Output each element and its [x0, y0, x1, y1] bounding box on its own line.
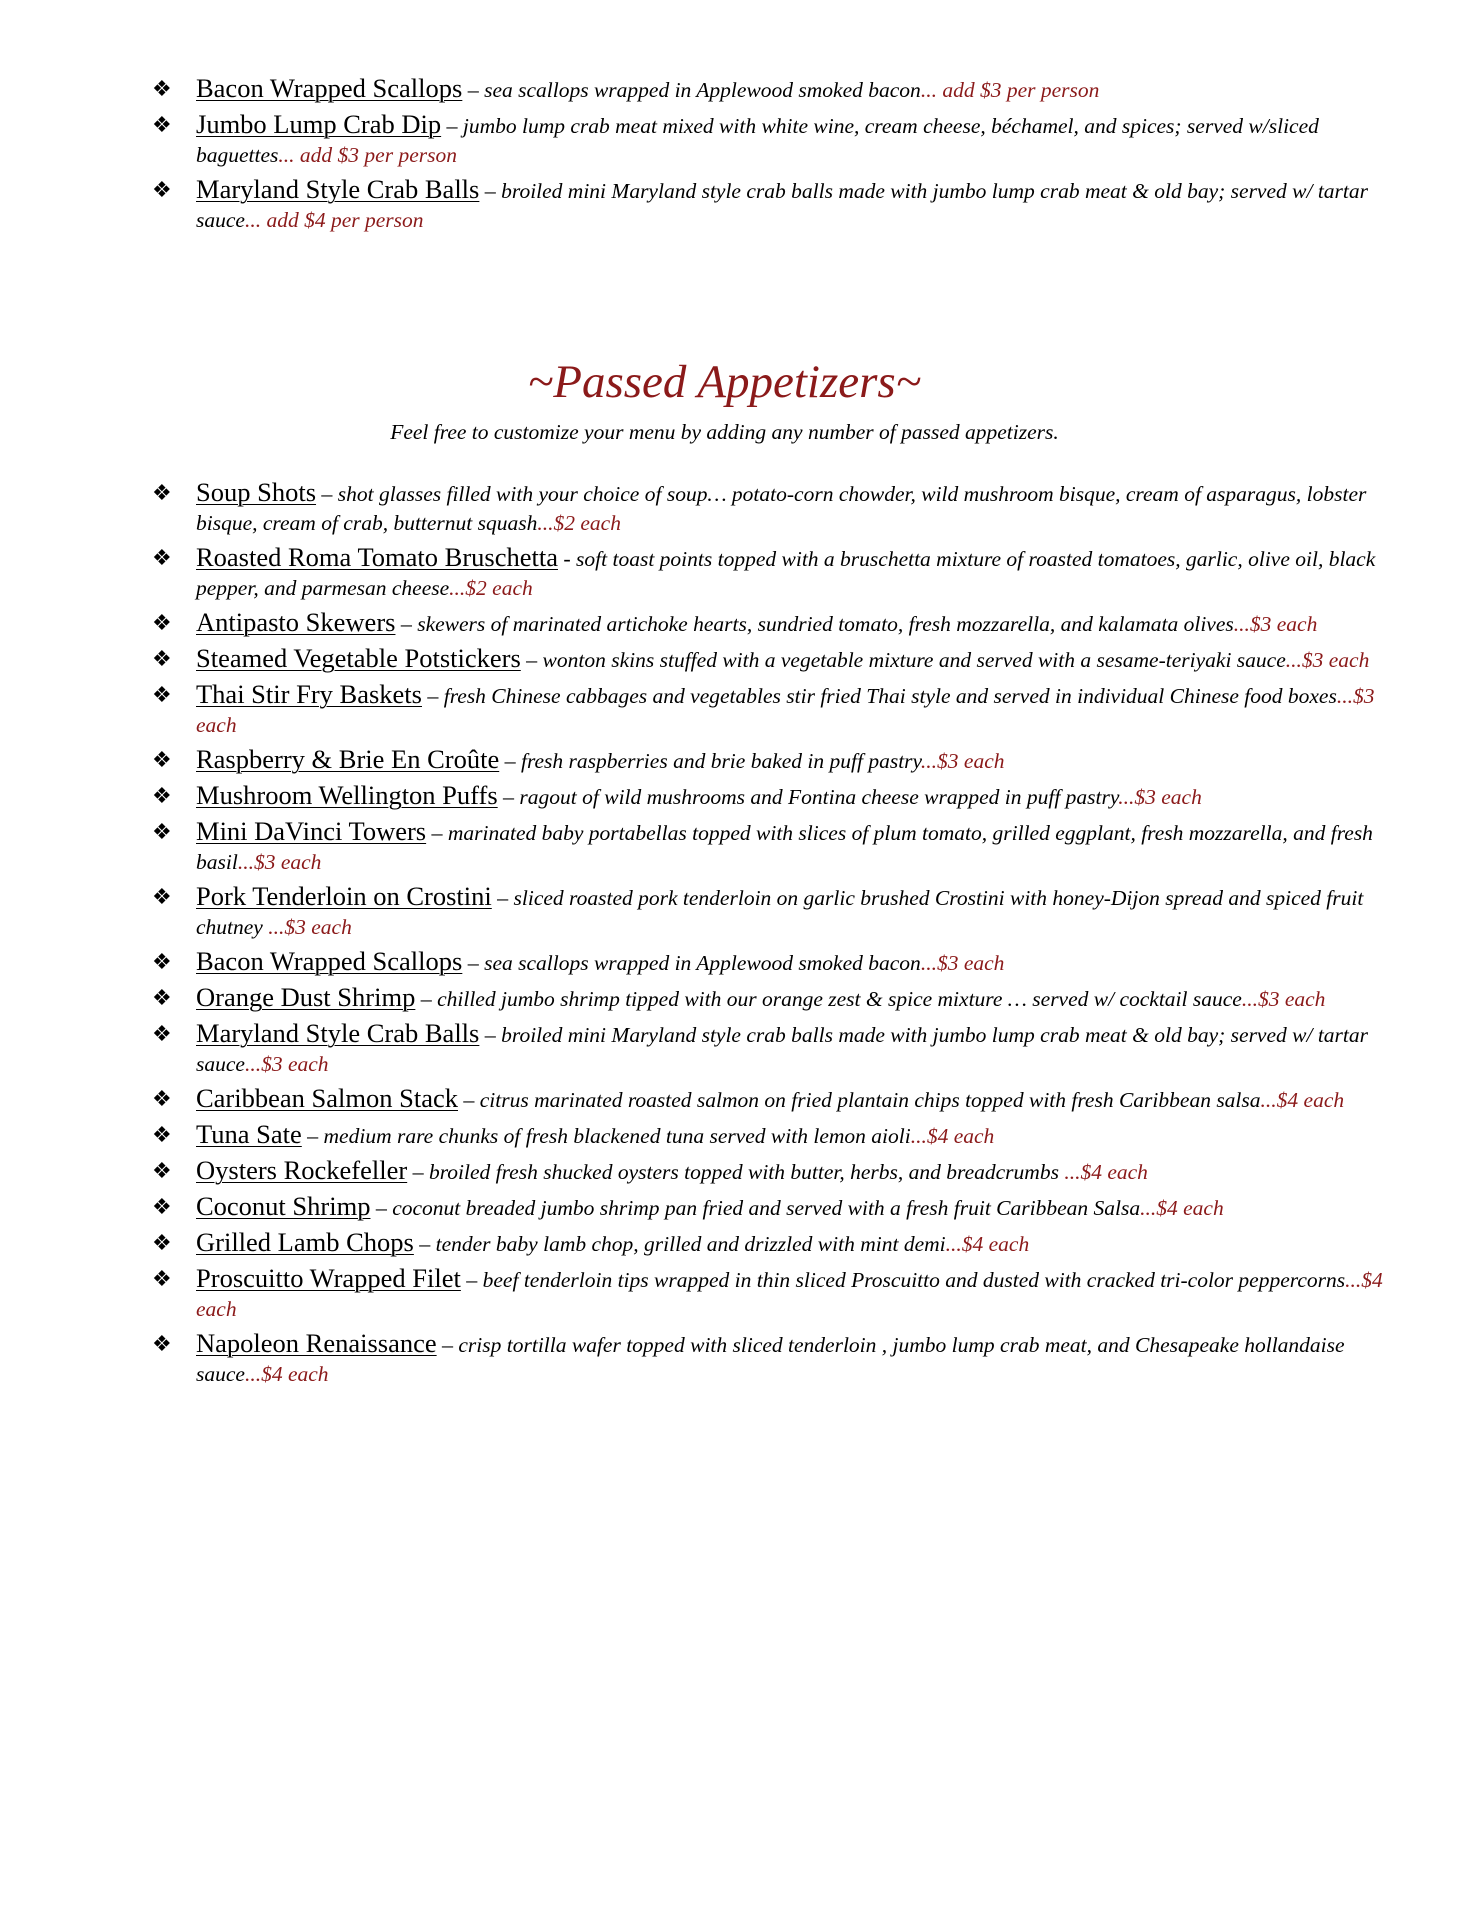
diamond-bullet-icon: ❖	[152, 546, 172, 571]
diamond-bullet-icon: ❖	[152, 1195, 172, 1220]
menu-item	[152, 680, 1384, 740]
menu-item	[152, 1192, 1384, 1223]
diamond-bullet-icon: ❖	[152, 481, 172, 506]
item-separator: –	[497, 885, 509, 910]
item-separator: –	[503, 784, 515, 809]
item-price: ...$3 each	[262, 915, 352, 939]
item-description: marinated baby portabellas topped with slices of plum tomato, grilled eggplant, fresh mozzarella, and fresh basil	[196, 821, 1373, 874]
item-description: broiled mini Maryland style crab balls made with jumbo lump crab meat & old bay; served w/ tartar sauce	[196, 179, 1369, 232]
item-price: ...$3 each	[1233, 612, 1318, 636]
item-name: Maryland Style Crab Balls	[196, 1018, 480, 1048]
item-price: ...$3 each	[1118, 785, 1202, 809]
diamond-bullet-icon: ❖	[152, 885, 172, 910]
menu-item	[152, 745, 1384, 776]
item-description: soft toast points topped with a bruschetta mixture of roasted tomatoes, garlic, olive oil, black pepper, and parmesan cheese	[196, 547, 1376, 600]
item-description: broiled mini Maryland style crab balls made with jumbo lump crab meat & old bay; served w/ tartar sauce	[196, 1023, 1369, 1076]
item-separator: –	[463, 1087, 475, 1112]
menu-item	[152, 947, 1384, 978]
item-separator: –	[427, 683, 439, 708]
item-price: ...$3 each	[920, 749, 1005, 773]
item-separator: –	[412, 1159, 424, 1184]
passed-appetizers-list	[152, 478, 1384, 1394]
item-price: ...$3 each	[1285, 648, 1370, 672]
item-separator: –	[442, 1332, 453, 1357]
menu-item	[152, 817, 1384, 877]
item-description: beef tenderloin tips wrapped in thin sliced Proscuitto and dusted with cracked tri-color peppercorns	[482, 1268, 1346, 1292]
item-separator: –	[375, 1195, 387, 1220]
item-description: coconut breaded jumbo shrimp pan fried and served with a fresh fruit Caribbean Salsa	[392, 1196, 1141, 1220]
item-name: Caribbean Salmon Stack	[196, 1083, 458, 1113]
item-name: Mushroom Wellington Puffs	[196, 780, 498, 810]
menu-item	[152, 1156, 1384, 1187]
diamond-bullet-icon: ❖	[152, 113, 172, 138]
diamond-bullet-icon: ❖	[152, 1087, 172, 1112]
item-price: ...$4 each	[1140, 1196, 1224, 1220]
item-separator: –	[321, 481, 333, 506]
item-description: chilled jumbo shrimp tipped with our orange zest & spice mixture … served w/ cocktail sauce	[437, 987, 1242, 1011]
item-separator: –	[467, 950, 479, 975]
diamond-bullet-icon: ❖	[152, 77, 172, 102]
item-description: sea scallops wrapped in Applewood smoked bacon	[484, 78, 921, 102]
item-price: ...$3 each	[244, 1052, 329, 1076]
item-name: Tuna Sate	[196, 1119, 302, 1149]
item-separator: –	[307, 1123, 319, 1148]
item-name: Antipasto Skewers	[196, 607, 396, 637]
item-name: Napoleon Renaissance	[196, 1328, 437, 1358]
item-name: Grilled Lamb Chops	[196, 1227, 414, 1257]
item-description: sea scallops wrapped in Applewood smoked bacon	[484, 951, 921, 975]
item-price: ... add $3 per person	[920, 78, 1100, 102]
menu-item	[152, 175, 1384, 235]
item-separator: –	[466, 1267, 478, 1292]
diamond-bullet-icon: ❖	[152, 950, 172, 975]
item-price: ...$4 each	[1260, 1088, 1345, 1112]
item-price: ...$4 each	[244, 1362, 329, 1386]
menu-item	[152, 1084, 1384, 1115]
diamond-bullet-icon: ❖	[152, 748, 172, 773]
item-separator: –	[484, 178, 496, 203]
menu-item	[152, 110, 1384, 170]
item-description: crisp tortilla wafer topped with sliced tenderloin , jumbo lump crab meat, and Chesapeake hollandaise sauce	[196, 1333, 1345, 1386]
item-description: ragout of wild mushrooms and Fontina cheese wrapped in puff pastry	[519, 785, 1119, 809]
menu-item	[152, 478, 1384, 538]
item-price: ...$4 each	[196, 1268, 1383, 1321]
item-price: ...$4 each	[1058, 1160, 1148, 1184]
item-price: ...$4 each	[910, 1124, 995, 1148]
diamond-bullet-icon: ❖	[152, 178, 172, 203]
diamond-bullet-icon: ❖	[152, 1332, 172, 1357]
item-separator: –	[467, 77, 479, 102]
item-name: Bacon Wrapped Scallops	[196, 73, 463, 103]
diamond-bullet-icon: ❖	[152, 1231, 172, 1256]
item-name: Bacon Wrapped Scallops	[196, 946, 463, 976]
diamond-bullet-icon: ❖	[152, 1159, 172, 1184]
item-name: Mini DaVinci Towers	[196, 816, 427, 846]
item-description: broiled fresh shucked oysters topped with butter, herbs, and breadcrumbs	[428, 1160, 1059, 1184]
menu-item	[152, 1264, 1384, 1324]
item-name: Maryland Style Crab Balls	[196, 174, 480, 204]
item-price: ...$3 each	[196, 684, 1375, 737]
item-description: jumbo lump crab meat mixed with white wine, cream cheese, béchamel, and spices; served w/sliced baguettes	[196, 114, 1319, 167]
menu-item	[152, 1120, 1384, 1151]
item-price: ...$4 each	[945, 1232, 1030, 1256]
item-description: tender baby lamb chop, grilled and drizzled with mint demi	[435, 1232, 946, 1256]
menu-item	[152, 983, 1384, 1014]
item-separator: –	[504, 748, 516, 773]
item-description: shot glasses filled with your choice of soup… potato-corn chowder, wild mushroom bisque, cream of asparagus, lobster bisque, cream of crab, butternut squash	[196, 482, 1367, 535]
item-price: ... add $4 per person	[244, 208, 424, 232]
item-description: fresh raspberries and brie baked in puff pastry	[520, 749, 921, 773]
item-description: fresh Chinese cabbages and vegetables stir fried Thai style and served in individual Chinese food boxes	[443, 684, 1337, 708]
item-price: ...$2 each	[449, 576, 533, 600]
menu-item	[152, 543, 1384, 603]
menu-item	[152, 644, 1384, 675]
item-description: sliced roasted pork tenderloin on garlic brushed Crostini with honey-Dijon spread and spiced fruit chutney	[196, 886, 1364, 939]
menu-item	[152, 74, 1384, 105]
item-name: Soup Shots	[196, 477, 317, 507]
item-name: Thai Stir Fry Baskets	[196, 679, 422, 709]
menu-item	[152, 608, 1384, 639]
diamond-bullet-icon: ❖	[152, 986, 172, 1011]
item-name: Oysters Rockefeller	[196, 1155, 408, 1185]
item-name: Jumbo Lump Crab Dip	[196, 109, 442, 139]
item-name: Coconut Shrimp	[196, 1191, 371, 1221]
item-separator: –	[446, 113, 458, 138]
menu-item	[152, 1019, 1384, 1079]
item-name: Proscuitto Wrapped Filet	[196, 1263, 461, 1293]
diamond-bullet-icon: ❖	[152, 1267, 172, 1292]
item-separator: –	[420, 986, 432, 1011]
item-description: citrus marinated roasted salmon on fried plantain chips topped with fresh Caribbean salsa	[479, 1088, 1261, 1112]
item-description: wonton skins stuffed with a vegetable mixture and served with a sesame-teriyaki sauce	[542, 648, 1286, 672]
item-separator: –	[484, 1022, 496, 1047]
item-name: Raspberry & Brie En Croûte	[196, 744, 500, 774]
item-name: Roasted Roma Tomato Bruschetta	[196, 542, 558, 572]
menu-item	[152, 1329, 1384, 1389]
diamond-bullet-icon: ❖	[152, 1123, 172, 1148]
diamond-bullet-icon: ❖	[152, 683, 172, 708]
diamond-bullet-icon: ❖	[152, 820, 172, 845]
diamond-bullet-icon: ❖	[152, 1022, 172, 1047]
item-name: Orange Dust Shrimp	[196, 982, 416, 1012]
item-price: ...$3 each	[1241, 987, 1326, 1011]
diamond-bullet-icon: ❖	[152, 647, 172, 672]
addon-list	[152, 74, 1384, 240]
item-name: Steamed Vegetable Potstickers	[196, 643, 521, 673]
item-description: skewers of marinated artichoke hearts, sundried tomato, fresh mozzarella, and kalamata olives	[417, 612, 1234, 636]
menu-item	[152, 882, 1384, 942]
item-separator: –	[431, 820, 443, 845]
section-subtitle: Feel free to customize your menu by adding any number of passed appetizers.	[390, 420, 1059, 444]
item-price: ...$3 each	[237, 850, 322, 874]
item-price: ...$2 each	[537, 511, 621, 535]
item-price: ...$3 each	[920, 951, 1005, 975]
menu-item	[152, 1228, 1384, 1259]
item-separator: –	[419, 1231, 431, 1256]
item-description: medium rare chunks of fresh blackened tuna served with lemon aioli	[323, 1124, 911, 1148]
item-separator: –	[526, 647, 538, 672]
item-price: ... add $3 per person	[278, 143, 457, 167]
section-title: ~Passed Appetizers~	[527, 356, 922, 408]
menu-item	[152, 781, 1384, 812]
item-name: Pork Tenderloin on Crostini	[196, 881, 492, 911]
diamond-bullet-icon: ❖	[152, 611, 172, 636]
diamond-bullet-icon: ❖	[152, 784, 172, 809]
item-separator: -	[563, 546, 571, 571]
item-separator: –	[400, 611, 412, 636]
